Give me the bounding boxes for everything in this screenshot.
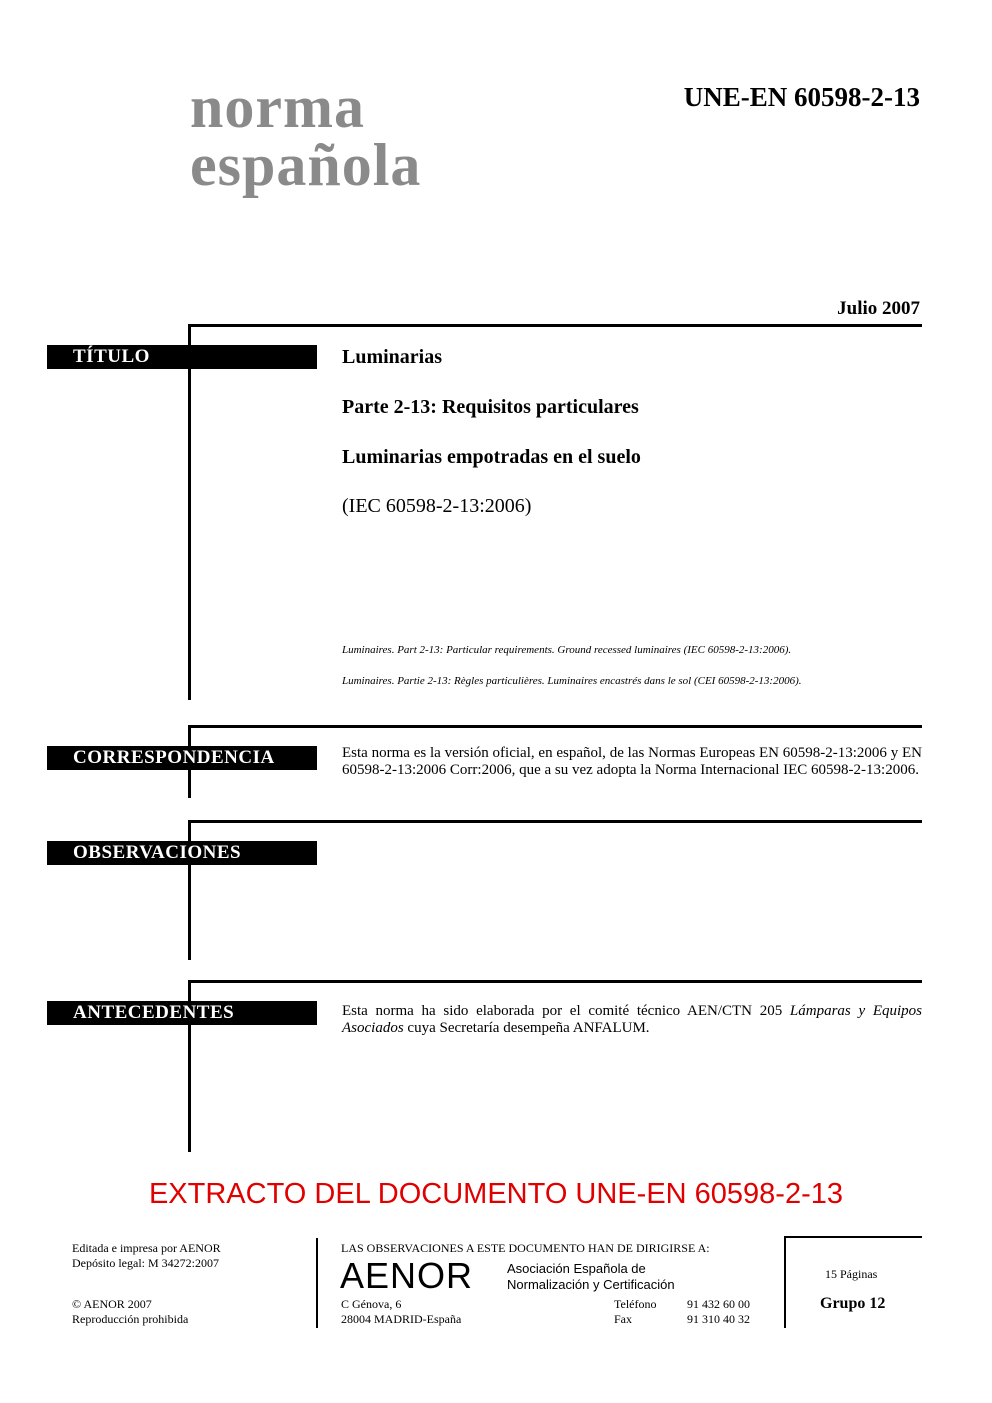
footer-box-top-rule [785,1236,922,1238]
correspondencia-label: CORRESPONDENCIA [47,746,317,770]
price-group: Grupo 12 [820,1295,886,1312]
contact-labels [614,1297,656,1327]
fax-number: 91 310 40 32 [687,1312,750,1326]
page-count: 15 Páginas [825,1267,878,1281]
footer-divider-left [316,1238,318,1328]
observaciones-top-rule [189,820,922,823]
titulo-vertical-rule [188,324,191,700]
title-french: Luminaires. Partie 2-13: Règles particulières. Luminaires encastrés dans le sol (CEI 60598-2-13:2006). [342,675,802,687]
title-line-1: Luminarias [342,346,443,368]
contact-numbers [687,1297,750,1327]
footer-box-vertical-rule [784,1236,786,1328]
fax-label: Fax [614,1312,632,1326]
title-english: Luminaires. Part 2-13: Particular requirements. Ground recessed luminaires (IEC 60598-2-13:2006). [342,644,792,656]
antecedentes-top-rule [189,980,922,983]
phone-label: Teléfono [614,1297,657,1311]
brand-title [190,74,422,198]
antecedentes-text-start: Esta norma ha sido elaborada por el comité técnico AEN/CTN 205 [342,1003,790,1019]
standard-code: UNE-EN 60598-2-13 [683,82,920,112]
aenor-logo: AENOR [340,1255,474,1296]
aenor-name-line-1: Asociación Española de [507,1261,646,1276]
observaciones-label: OBSERVACIONES [47,841,317,865]
legal-deposit: Depósito legal: M 34272:2007 [72,1256,219,1270]
antecedentes-text-end: cuya Secretaría desempeña ANFALUM. [403,1020,650,1036]
aenor-full-name [507,1261,675,1293]
observations-heading: LAS OBSERVACIONES A ESTE DOCUMENTO HAN DE DIRIGIRSE A: [341,1241,710,1255]
address-city: 28004 MADRID-España [341,1312,462,1326]
title-line-3: Luminarias empotradas en el suelo [342,446,641,468]
brand-line-2: española [190,132,422,198]
titulo-label: TÍTULO [47,345,317,369]
footer-publisher [72,1241,221,1271]
antecedentes-label: ANTECEDENTES [47,1001,317,1025]
aenor-address [341,1297,461,1327]
edited-by: Editada e impresa por AENOR [72,1241,221,1255]
iec-reference: (IEC 60598-2-13:2006) [342,495,532,517]
brand-line-1: norma [190,74,365,140]
extract-notice: EXTRACTO DEL DOCUMENTO UNE-EN 60598-2-13 [148,1178,844,1210]
antecedentes-text [342,1003,922,1037]
reproduction-notice: Reproducción prohibida [72,1312,189,1326]
correspondencia-top-rule [189,725,922,728]
copyright-text: © AENOR 2007 [72,1297,152,1311]
phone-number: 91 432 60 00 [687,1297,750,1311]
address-street: C Génova, 6 [341,1297,402,1311]
publication-date: Julio 2007 [837,298,920,319]
title-line-2: Parte 2-13: Requisitos particulares [342,396,639,418]
committee-name: Lámparas y Equipos Asociados [342,1003,922,1036]
footer-copyright [72,1297,188,1327]
titulo-top-rule [189,324,922,327]
aenor-name-line-2: Normalización y Certificación [507,1277,675,1292]
correspondencia-text: Esta norma es la versión oficial, en español, de las Normas Europeas EN 60598-2-13:2006 y EN 60598-2-13:2006 Corr:2006, que a su vez adopta la Norma Internacional IEC 60598-2-13:2006. [342,745,922,778]
